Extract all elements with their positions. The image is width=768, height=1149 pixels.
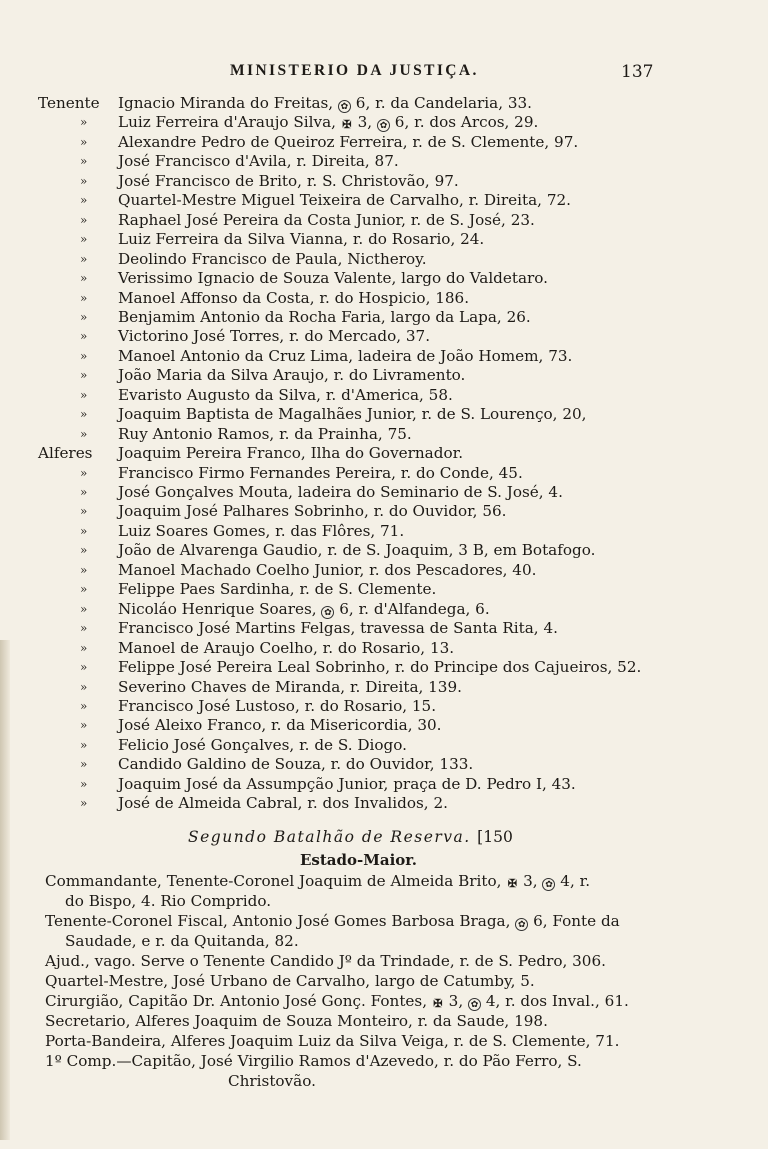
- officer-entry: [0, 599, 768, 619]
- rank-label: »: [80, 154, 88, 169]
- entry-text: Severino Chaves de Miranda, r. Direita, 139.: [118, 677, 462, 696]
- officer-entry: [0, 443, 768, 463]
- officer-entry: [0, 560, 768, 580]
- entry-text: do Bispo, 4. Rio Comprido.: [65, 892, 272, 910]
- entry-text: 3,: [518, 872, 543, 890]
- officer-name-address: [118, 93, 532, 113]
- officer-entry: [0, 696, 768, 716]
- entry-text: José Francisco de Brito, r. S. Christovão, 97.: [118, 171, 459, 190]
- officer-name-address: [118, 501, 507, 521]
- officer-entry: [0, 132, 768, 152]
- rose-order-icon: ✿: [321, 606, 334, 619]
- staff-entry: [45, 871, 675, 891]
- entry-text: Manoel Antonio da Cruz Lima, ladeira de João Homem, 73.: [118, 346, 573, 365]
- page-number: 137: [621, 62, 654, 82]
- entry-text: 3,: [352, 113, 377, 132]
- entry-text: Francisco José Martins Felgas, travessa de Santa Rita, 4.: [118, 619, 558, 638]
- entry-text: 1º Comp.—Capitão, José Virgilio Ramos d'Azevedo, r. do Pão Ferro, S.: [45, 1052, 582, 1070]
- rank-label: »: [80, 251, 88, 266]
- entry-text: Victorino José Torres, r. do Mercado, 37.: [118, 327, 431, 346]
- rank-label: »: [80, 562, 88, 577]
- rank-label: »: [80, 115, 88, 130]
- entry-text: Verissimo Ignacio de Souza Valente, largo do Valdetaro.: [118, 269, 549, 288]
- officer-name-address: [118, 268, 548, 288]
- entry-text: Nicoláo Henrique Soares,: [118, 599, 322, 618]
- officer-entry: [0, 365, 768, 385]
- rank-label: »: [80, 485, 88, 499]
- section-title: Segundo Batalhão de Reserva.: [188, 828, 471, 846]
- staff-entry: [45, 991, 675, 1011]
- entry-text: 4, r. dos Inval., 61.: [481, 992, 629, 1010]
- officer-name-address: [118, 560, 536, 580]
- officer-entry: [0, 735, 768, 755]
- rank-label: »: [80, 776, 88, 791]
- entry-text: Quartel-Mestre Miguel Teixeira de Carvalho, r. Direita, 72.: [118, 191, 571, 210]
- staff-entry: [45, 911, 675, 931]
- rank-label: »: [80, 718, 88, 733]
- entry-text: Luiz Soares Gomes, r. das Flôres, 71.: [118, 521, 405, 540]
- entry-text: Cirurgião, Capitão Dr. Antonio José Gonç. Fontes,: [45, 992, 432, 1010]
- section-subtitle: Estado-Maior.: [300, 851, 418, 869]
- officer-name-address: [118, 618, 558, 638]
- officer-entry: [0, 190, 768, 210]
- officer-entry: [0, 112, 768, 132]
- entry-text: 6, r. da Candelaria, 33.: [350, 94, 533, 112]
- officer-entry: [0, 93, 768, 113]
- entry-text: Porta-Bandeira, Alferes Joaquim Luiz da Silva Veiga, r. de S. Clemente, 71.: [45, 1032, 620, 1050]
- entry-text: Raphael José Pereira da Costa Junior, r. de S. José, 23.: [118, 210, 535, 229]
- rank-label: »: [80, 601, 88, 616]
- officer-entry: [0, 229, 768, 249]
- entry-text: José Aleixo Franco, r. da Misericordia, 30.: [118, 716, 442, 735]
- officer-name-address: [118, 190, 571, 210]
- cross-order-icon: ✠: [433, 997, 443, 1010]
- entry-text: Manoel Machado Coelho Junior, r. dos Pescadores, 40.: [118, 560, 537, 579]
- entry-text: Felippe José Pereira Leal Sobrinho, r. do Principe dos Cajueiros, 52.: [118, 658, 642, 677]
- entry-text: José de Almeida Cabral, r. dos Invalidos, 2.: [118, 794, 448, 813]
- officer-entry: [0, 657, 768, 677]
- officer-entry: [0, 404, 768, 424]
- officer-name-address: [118, 385, 453, 405]
- entry-text: Deolindo Francisco de Paula, Nictheroy.: [118, 249, 427, 268]
- rank-label: »: [80, 173, 88, 188]
- rank-label: »: [80, 698, 88, 713]
- rank-label: »: [80, 290, 88, 305]
- staff-entry: [45, 1011, 675, 1031]
- staff-list: [45, 871, 675, 1091]
- officer-name-address: [118, 112, 538, 132]
- officer-entry: [0, 618, 768, 638]
- entry-text: 3,: [443, 992, 469, 1010]
- entry-text: José Gonçalves Mouta, ladeira do Seminario de S. José, 4.: [118, 483, 563, 501]
- page-title: MINISTERIO DA JUSTIÇA.: [230, 62, 479, 79]
- rank-label: »: [80, 426, 88, 441]
- rank-label: Alferes: [38, 444, 93, 463]
- entry-text: Luiz Ferreira d'Araujo Silva,: [118, 113, 341, 132]
- entry-text: 4, r.: [555, 872, 591, 890]
- officer-name-address: [118, 793, 448, 813]
- section-heading: [188, 828, 513, 846]
- officer-name-address: [118, 365, 465, 385]
- officer-entry: [0, 501, 768, 521]
- rank-label: »: [80, 660, 88, 675]
- rank-label: »: [80, 309, 88, 324]
- section-page-ref: [150: [477, 828, 513, 846]
- rose-order-icon: ✿: [515, 918, 528, 931]
- entry-text: 6, Fonte da: [528, 912, 620, 930]
- officer-entry: [0, 463, 768, 483]
- entry-text: Manoel Affonso da Costa, r. do Hospicio, 186.: [118, 288, 470, 307]
- officer-name-address: [118, 599, 490, 619]
- officer-name-address: [118, 657, 641, 677]
- rank-label: »: [80, 348, 88, 363]
- officer-name-address: [118, 132, 578, 152]
- officer-entry: [0, 210, 768, 230]
- officer-name-address: [118, 696, 436, 716]
- entry-text: Alexandre Pedro de Queiroz Ferreira, r. de S. Clemente, 97.: [118, 132, 579, 151]
- cross-order-icon: ✠: [342, 118, 352, 132]
- officer-entry: [0, 385, 768, 405]
- officer-name-address: [118, 229, 484, 249]
- cross-order-icon: ✠: [507, 877, 517, 890]
- rank-label: »: [80, 134, 88, 149]
- officer-name-address: [118, 326, 430, 346]
- officer-name-address: [118, 715, 442, 735]
- officer-name-address: [118, 482, 563, 502]
- officer-name-address: [118, 307, 531, 327]
- entry-text: Luiz Ferreira da Silva Vianna, r. do Rosario, 24.: [118, 230, 485, 249]
- officer-entry: [0, 638, 768, 658]
- entry-text: Ruy Antonio Ramos, r. da Prainha, 75.: [118, 424, 412, 443]
- rank-label: »: [80, 407, 88, 422]
- officer-entry: [0, 288, 768, 308]
- officer-entry: [0, 307, 768, 327]
- officer-entry: [0, 171, 768, 191]
- officer-name-address: [118, 735, 407, 755]
- rank-label: »: [80, 523, 88, 538]
- rank-label: »: [80, 796, 88, 811]
- entry-text: Ajud., vago. Serve o Tenente Candido Jº da Trindade, r. de S. Pedro, 306.: [45, 952, 606, 970]
- rank-label: »: [80, 504, 88, 519]
- officer-entry: [0, 151, 768, 171]
- rank-label: Tenente: [38, 94, 100, 112]
- page-header: [0, 62, 768, 86]
- officer-entry: [0, 346, 768, 366]
- rank-label: »: [80, 543, 88, 558]
- entry-text: Secretario, Alferes Joaquim de Souza Monteiro, r. da Saude, 198.: [45, 1012, 548, 1030]
- officer-name-address: [118, 638, 454, 658]
- entry-text: 6, r. dos Arcos, 29.: [389, 113, 539, 132]
- entry-text: João Maria da Silva Araujo, r. do Livramento.: [118, 366, 466, 385]
- staff-entry: [45, 1071, 675, 1091]
- officer-entry: [0, 424, 768, 444]
- officer-entry: [0, 754, 768, 774]
- rose-order-icon: ✿: [542, 878, 555, 891]
- rank-label: »: [80, 368, 88, 383]
- entry-text: Felicio José Gonçalves, r. de S. Diogo.: [118, 735, 407, 754]
- officer-name-address: [118, 579, 436, 599]
- officer-entry: [0, 249, 768, 269]
- officer-name-address: [118, 210, 535, 230]
- rose-order-icon: ✿: [338, 100, 351, 113]
- officer-entry: [0, 482, 768, 502]
- rank-label: »: [80, 582, 88, 597]
- entry-text: Commandante, Tenente-Coronel Joaquim de Almeida Brito,: [45, 872, 507, 890]
- entry-text: Evaristo Augusto da Silva, r. d'America, 58.: [118, 385, 453, 404]
- entry-text: Christovão.: [228, 1072, 316, 1090]
- staff-entry: [45, 971, 675, 991]
- entry-text: Joaquim Pereira Franco, Ilha do Governador.: [118, 444, 464, 463]
- officer-entry: [0, 521, 768, 541]
- officer-entry: [0, 579, 768, 599]
- officer-entry: [0, 774, 768, 794]
- entry-text: Joaquim José Palhares Sobrinho, r. do Ouvidor, 56.: [118, 502, 507, 521]
- officer-entry: [0, 268, 768, 288]
- rank-label: »: [80, 679, 88, 694]
- officer-name-address: [118, 249, 427, 269]
- staff-entry: [45, 951, 675, 971]
- entry-text: José Francisco d'Avila, r. Direita, 87.: [118, 152, 399, 171]
- officer-name-address: [118, 404, 586, 424]
- entry-text: Tenente-Coronel Fiscal, Antonio José Gomes Barbosa Braga,: [45, 912, 516, 930]
- rank-label: »: [80, 465, 88, 480]
- entry-text: Saudade, e r. da Quitanda, 82.: [65, 932, 299, 950]
- staff-entry: [45, 1051, 675, 1071]
- rank-label: »: [80, 757, 88, 772]
- officer-name-address: [118, 346, 572, 366]
- entry-text: 6, r. d'Alfandega, 6.: [334, 599, 490, 618]
- rank-label: »: [80, 232, 88, 247]
- officer-name-address: [118, 677, 462, 697]
- staff-entry: [45, 931, 675, 951]
- officer-entry: [0, 715, 768, 735]
- officer-name-address: [118, 288, 469, 308]
- entry-text: Joaquim José da Assumpção Junior, praça de D. Pedro I, 43.: [118, 774, 576, 793]
- officer-name-address: [118, 151, 399, 171]
- officer-name-address: [118, 443, 463, 463]
- rose-order-icon: ✿: [468, 998, 481, 1011]
- entry-text: Quartel-Mestre, José Urbano de Carvalho, largo de Catumby, 5.: [45, 972, 535, 990]
- rank-label: »: [80, 212, 88, 227]
- officer-name-address: [118, 463, 523, 483]
- entry-text: Joaquim Baptista de Magalhães Junior, r. de S. Lourenço, 20,: [118, 405, 587, 424]
- entry-text: Manoel de Araujo Coelho, r. do Rosario, 13.: [118, 638, 455, 657]
- rank-label: »: [80, 329, 88, 344]
- rank-label: »: [80, 387, 88, 402]
- entry-text: João de Alvarenga Gaudio, r. de S. Joaquim, 3 B, em Botafogo.: [118, 541, 596, 560]
- staff-entry: [45, 891, 675, 911]
- officer-entry: [0, 677, 768, 697]
- officer-entry: [0, 793, 768, 813]
- entry-text: Francisco José Lustoso, r. do Rosario, 15.: [118, 696, 437, 715]
- entry-text: Francisco Firmo Fernandes Pereira, r. do Conde, 45.: [118, 463, 523, 482]
- entry-text: Felippe Paes Sardinha, r. de S. Clemente.: [118, 580, 437, 599]
- entry-text: Benjamim Antonio da Rocha Faria, largo da Lapa, 26.: [118, 307, 531, 326]
- officer-name-address: [118, 521, 404, 541]
- officer-entry: [0, 540, 768, 560]
- officer-name-address: [118, 424, 412, 444]
- officer-name-address: [118, 171, 459, 191]
- officer-entry: [0, 326, 768, 346]
- rank-label: »: [80, 737, 88, 752]
- rose-order-icon: ✿: [377, 119, 390, 132]
- entry-text: Candido Galdino de Souza, r. do Ouvidor, 133.: [118, 755, 474, 774]
- officer-name-address: [118, 774, 576, 794]
- officer-name-address: [118, 754, 473, 774]
- entry-text: Ignacio Miranda do Freitas,: [118, 94, 338, 112]
- rank-label: »: [80, 271, 88, 286]
- rank-label: »: [80, 193, 88, 208]
- officer-name-address: [118, 540, 595, 560]
- staff-entry: [45, 1031, 675, 1051]
- rank-label: »: [80, 621, 88, 636]
- rank-label: »: [80, 640, 88, 655]
